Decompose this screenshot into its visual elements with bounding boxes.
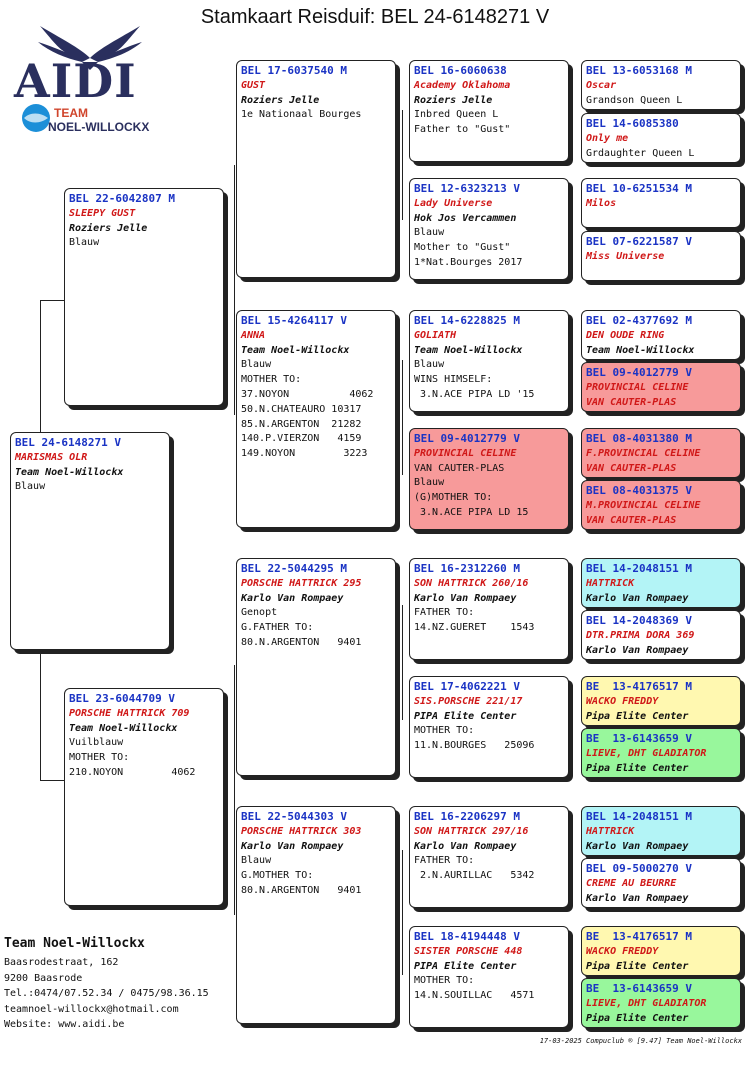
ring-number: BEL 16-6060638: [414, 64, 507, 77]
pigeon-card-ss[interactable]: [236, 60, 396, 278]
info-line: Grdaughter Queen L: [586, 147, 695, 159]
ring-number: BEL 08-4031375 V: [586, 484, 692, 497]
info-line: Grandson Queen L: [586, 94, 683, 106]
ring-number: BEL 09-5000270 V: [586, 862, 692, 875]
pigeon-name: Only me: [586, 132, 629, 144]
ring-number: BEL 13-6053168 M: [586, 64, 692, 77]
ring-number: BEL 09-4012779 V: [586, 366, 692, 379]
ring-number: BEL 12-6323213 V: [414, 182, 520, 195]
pigeon-card-g15[interactable]: [581, 926, 741, 976]
info-line: MOTHER TO:: [241, 374, 302, 386]
owner-name: Roziers Jelle: [414, 94, 493, 106]
ring-number: BEL 07-6221587 V: [586, 235, 692, 248]
info-line: Blauw: [414, 227, 445, 239]
pigeon-card-g13[interactable]: [581, 806, 741, 856]
pigeon-card-g10[interactable]: [581, 610, 741, 660]
info-line: 149.NOYON 3223: [241, 448, 368, 460]
info-line: Vuilblauw: [69, 737, 124, 749]
pigeon-name-line2: VAN CAUTER-PLAS: [586, 462, 677, 474]
owner-name: Pipa Elite Center: [586, 710, 689, 722]
pigeon-card-g16[interactable]: [581, 978, 741, 1028]
owner-name: Karlo Van Rompaey: [586, 644, 689, 656]
contact-name: Team Noel-Willockx: [4, 936, 145, 951]
info-line: VAN CAUTER-PLAS: [414, 462, 505, 474]
pigeon-name: Miss Universe: [586, 250, 665, 262]
pigeon-card-g14[interactable]: [581, 858, 741, 908]
owner-name: Team Noel-Willockx: [69, 722, 178, 734]
pigeon-name: DTR.PRIMA DORA 369: [586, 629, 695, 641]
ring-number: BEL 16-2312260 M: [414, 562, 520, 575]
info-line: 210.NOYON 4062: [69, 766, 196, 778]
pigeon-card-g3[interactable]: [581, 178, 741, 228]
pigeon-name: PORSCHE HATTRICK 295: [241, 577, 362, 589]
owner-name: Pipa Elite Center: [586, 960, 689, 972]
pigeon-name: HATTRICK: [586, 577, 635, 589]
pigeon-name: M.PROVINCIAL CELINE: [586, 499, 701, 511]
pigeon-card-g2[interactable]: [581, 113, 741, 163]
info-line: WINS HIMSELF:: [414, 374, 493, 386]
pigeon-name: SON HATTRICK 297/16: [414, 825, 529, 837]
logo-team: TEAM: [54, 106, 88, 120]
info-line: FATHER TO:: [414, 607, 475, 619]
pigeon-card-sss[interactable]: [409, 60, 569, 162]
info-line: Blauw: [69, 237, 100, 249]
ring-number: BEL 23-6044709 V: [69, 692, 175, 705]
contact-website[interactable]: Website: www.aidi.be: [4, 1019, 125, 1031]
pigeon-card-sd[interactable]: [236, 310, 396, 528]
contact-email[interactable]: teamnoel-willockx@hotmail.com: [4, 1003, 179, 1015]
pigeon-card-g1[interactable]: [581, 60, 741, 110]
logo-brand: AIDI: [14, 54, 137, 108]
ring-number: BEL 14-2048151 M: [586, 562, 692, 575]
pigeon-card-d[interactable]: [64, 688, 224, 906]
info-line: 3.N.ACE PIPA LD '15: [414, 388, 535, 400]
footer: 17-03-2025 Compuclub ® [9.47] Team Noel-Willockx: [539, 1037, 742, 1045]
owner-name: Karlo Van Rompaey: [414, 592, 517, 604]
contact-line: 9200 Baasrode: [4, 972, 83, 984]
ring-number: BE 13-6143659 V: [586, 982, 692, 995]
ring-number: BEL 17-4062221 V: [414, 680, 520, 693]
pigeon-card-ds[interactable]: [236, 558, 396, 776]
info-line: FATHER TO:: [414, 855, 475, 867]
ring-number: BEL 15-4264117 V: [241, 314, 347, 327]
contact-line: Baasrodestraat, 162: [4, 957, 119, 969]
pigeon-card-sdd[interactable]: [409, 428, 569, 530]
info-line: 14.NZ.GUERET 1543: [414, 622, 535, 634]
info-line: MOTHER TO:: [414, 975, 475, 987]
info-line: Mother to "Gust": [414, 242, 511, 254]
owner-name: Team Noel-Willockx: [15, 466, 124, 478]
owner-name: PIPA Elite Center: [414, 960, 517, 972]
info-line: 3.N.ACE PIPA LD 15: [414, 506, 529, 518]
owner-name: PIPA Elite Center: [414, 710, 517, 722]
pigeon-card-p0[interactable]: [10, 432, 170, 650]
pigeon-card-dss[interactable]: [409, 558, 569, 660]
ring-number: BEL 09-4012779 V: [414, 432, 520, 445]
pigeon-card-g12[interactable]: [581, 728, 741, 778]
info-line: 37.NOYON 4062: [241, 388, 374, 400]
pigeon-name: GOLIATH: [414, 329, 457, 341]
pigeon-name: LIEVE, DHT GLADIATOR: [586, 747, 707, 759]
info-line: Father to "Gust": [414, 124, 511, 136]
info-line: 80.N.ARGENTON 9401: [241, 884, 362, 896]
info-line: 1*Nat.Bourges 2017: [414, 256, 523, 268]
pigeon-name: PROVINCIAL CELINE: [586, 381, 689, 393]
pigeon-name: SLEEPY GUST: [69, 207, 136, 219]
info-line: Blauw: [414, 359, 445, 371]
ring-number: BE 13-6143659 V: [586, 732, 692, 745]
page-title: Stamkaart Reisduif: BEL 24-6148271 V: [200, 6, 550, 28]
pigeon-name: SON HATTRICK 260/16: [414, 577, 529, 589]
pigeon-name: CREME AU BEURRE: [586, 877, 677, 889]
contact-line: Tel.:0474/07.52.34 / 0475/98.36.15: [4, 988, 209, 1000]
info-line: 140.P.VIERZON 4159: [241, 433, 362, 445]
owner-name: Pipa Elite Center: [586, 1012, 689, 1024]
pigeon-card-g4[interactable]: [581, 231, 741, 281]
owner-name: Karlo Van Rompaey: [586, 840, 689, 852]
pigeon-card-dsd[interactable]: [409, 676, 569, 778]
pigeon-name: LIEVE, DHT GLADIATOR: [586, 997, 707, 1009]
pigeon-name: Oscar: [586, 79, 617, 91]
pigeon-name: PORSCHE HATTRICK 303: [241, 825, 362, 837]
owner-name: Karlo Van Rompaey: [241, 840, 344, 852]
owner-name: Pipa Elite Center: [586, 762, 689, 774]
pigeon-name: Academy Oklahoma: [414, 79, 511, 91]
owner-name: Karlo Van Rompaey: [586, 592, 689, 604]
owner-name: Team Noel-Willockx: [586, 344, 695, 356]
info-line: 80.N.ARGENTON 9401: [241, 636, 362, 648]
ring-number: BEL 14-2048369 V: [586, 614, 692, 627]
pigeon-card-g5[interactable]: [581, 310, 741, 360]
info-line: MOTHER TO:: [414, 725, 475, 737]
pigeon-name: WACKO FREDDY: [586, 945, 659, 957]
aidi-logo: [10, 18, 170, 148]
pigeon-name: GUST: [241, 79, 266, 91]
ring-number: BEL 16-2206297 M: [414, 810, 520, 823]
pigeon-card-ssd[interactable]: [409, 178, 569, 280]
info-line: G.MOTHER TO:: [241, 870, 314, 882]
ring-number: BEL 14-6228825 M: [414, 314, 520, 327]
ring-number: BEL 24-6148271 V: [15, 436, 121, 449]
pigeon-name: PORSCHE HATTRICK 709: [69, 707, 190, 719]
ring-number: BE 13-4176517 M: [586, 930, 692, 943]
pigeon-card-g6[interactable]: [581, 362, 741, 412]
logo-team-name: NOEL-WILLOCKX: [48, 120, 150, 134]
info-line: Blauw: [241, 855, 272, 867]
pigeon-name: SISTER PORSCHE 448: [414, 945, 523, 957]
owner-name: Team Noel-Willockx: [241, 344, 350, 356]
owner-name: Roziers Jelle: [69, 222, 148, 234]
owner-name: Team Noel-Willockx: [414, 344, 523, 356]
pigeon-name-line2: VAN CAUTER-PLAS: [586, 514, 677, 526]
info-line: 14.N.SOUILLAC 4571: [414, 990, 535, 1002]
pigeon-name: HATTRICK: [586, 825, 635, 837]
pigeon-card-dd[interactable]: [236, 806, 396, 1024]
pigeon-name: Lady Universe: [414, 197, 493, 209]
pigeon-name: SIS.PORSCHE 221/17: [414, 695, 523, 707]
info-line: 1e Nationaal Bourges: [241, 109, 362, 121]
ring-number: BEL 22-5044303 V: [241, 810, 347, 823]
ring-number: BEL 10-6251534 M: [586, 182, 692, 195]
pigeon-name: MARISMAS OLR: [15, 451, 88, 463]
ring-number: BE 13-4176517 M: [586, 680, 692, 693]
info-line: Inbred Queen L: [414, 109, 499, 121]
pigeon-name: F.PROVINCIAL CELINE: [586, 447, 701, 459]
pigeon-name: DEN OUDE RING: [586, 329, 665, 341]
info-line: 2.N.AURILLAC 5342: [414, 870, 535, 882]
owner-name: Karlo Van Rompaey: [586, 892, 689, 904]
pigeon-name: Milos: [586, 197, 617, 209]
owner-name: Karlo Van Rompaey: [414, 840, 517, 852]
info-line: Blauw: [414, 477, 445, 489]
ring-number: BEL 14-6085380: [586, 117, 679, 130]
owner-name: Roziers Jelle: [241, 94, 320, 106]
pigeon-card-ddd[interactable]: [409, 926, 569, 1028]
pigeon-name: ANNA: [241, 329, 266, 341]
ring-number: BEL 18-4194448 V: [414, 930, 520, 943]
pigeon-card-g11[interactable]: [581, 676, 741, 726]
owner-name: Hok Jos Vercammen: [414, 212, 517, 224]
info-line: Blauw: [15, 481, 46, 493]
pigeon-name: WACKO FREDDY: [586, 695, 659, 707]
info-line: (G)MOTHER TO:: [414, 492, 493, 504]
info-line: Genopt: [241, 607, 278, 619]
ring-number: BEL 14-2048151 M: [586, 810, 692, 823]
ring-number: BEL 17-6037540 M: [241, 64, 347, 77]
ring-number: BEL 22-6042807 M: [69, 192, 175, 205]
info-line: G.FATHER TO:: [241, 622, 314, 634]
pigeon-card-s[interactable]: [64, 188, 224, 406]
pigeon-name: PROVINCIAL CELINE: [414, 447, 517, 459]
owner-name: Karlo Van Rompaey: [241, 592, 344, 604]
ring-number: BEL 02-4377692 M: [586, 314, 692, 327]
info-line: Blauw: [241, 359, 272, 371]
pigeon-card-g8[interactable]: [581, 480, 741, 530]
pigeon-card-g9[interactable]: [581, 558, 741, 608]
ring-number: BEL 08-4031380 M: [586, 432, 692, 445]
ring-number: BEL 22-5044295 M: [241, 562, 347, 575]
contact-block: [4, 936, 209, 1032]
pigeon-name-line2: VAN CAUTER-PLAS: [586, 396, 677, 408]
info-line: 85.N.ARGENTON 21282: [241, 418, 362, 430]
info-line: 50.N.CHATEAURO 10317: [241, 403, 362, 415]
info-line: 11.N.BOURGES 25096: [414, 740, 535, 752]
pigeon-card-sds[interactable]: [409, 310, 569, 412]
pigeon-card-g7[interactable]: [581, 428, 741, 478]
info-line: MOTHER TO:: [69, 752, 130, 764]
pigeon-card-dds[interactable]: [409, 806, 569, 908]
